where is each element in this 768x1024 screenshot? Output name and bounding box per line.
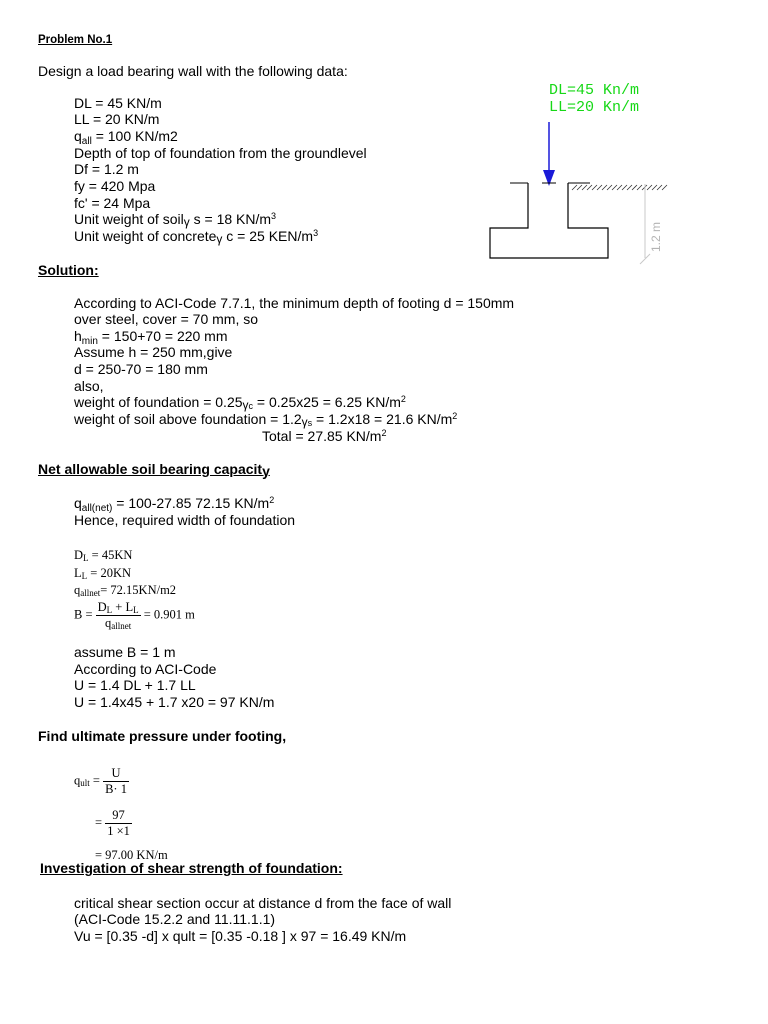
depth-label: 1.2 m [649,221,663,252]
figure-load-labels [549,82,639,116]
formula-ll: LL = 20KN [74,566,131,581]
solution-assume-h: Assume h = 250 mm,give [74,344,233,360]
solution-line-2: over steel, cover = 70 mm, so [74,311,259,327]
given-dl: DL = 45 KN/m [74,95,162,111]
given-df: Df = 1.2 m [74,161,139,177]
ultimate-fraction-1: $\frac{U}{B\cdot 1}$ [105,766,127,796]
given-qall: $q_{all} = 100$ KN/m2 [74,128,178,147]
given-depth-desc: Depth of top of foundation from the groundlevel [74,145,367,161]
solution-total: Total = 27.85 $KN/m^2$ [262,428,387,444]
net-qall: $q_{all(net)} = 100-27.85$ 72.15 $KN/m^2$ [74,495,275,514]
solution-weight-foundation: weight of foundation = 0.25γc = 0.25x25 = 6.25 $KN/m^2$ [74,394,406,412]
given-fc: fc' = 24 Mpa [74,195,151,211]
shear-line-1: critical shear section occur at distance d from the face of wall [74,895,452,911]
figure-ll-label: LL=20 Kn/m [549,99,640,116]
formula-b-numerator: DL + LL [97,600,139,615]
formula-dl: DL = 45KN [74,548,133,563]
ultimate-heading: Find ultimate pressure under footing, [38,728,287,744]
footing-sketch [480,120,680,270]
net-hence: Hence, required width of foundation [74,512,296,528]
ultimate-fraction-2: $\frac{97}{1 \times 1}$ [107,808,130,838]
code-u-formula: U = 1.4 DL + 1.7 LL [74,677,196,693]
solution-hmin: $h_{min} = 150+70 = 220$ mm [74,328,228,347]
intro-text: Design a load bearing wall with the following data: [38,63,348,79]
solution-heading: Solution: [38,262,99,278]
ultimate-qult-eq1: qult = $\frac{U}{B\cdot 1}$ [74,766,127,796]
code-u-value: U = 1.4x45 + 1.7 x20 = 97 KN/m [74,694,275,710]
ultimate-result: = 97.00 KN/m [95,848,168,862]
shear-line-2: (ACI-Code 15.2.2 and 11.11.1.1) [74,911,276,927]
net-heading: Net allowable soil bearing capacity [38,461,270,479]
shear-line-3: Vu = [0.35 -d] x qult = [0.35 -0.18 ] x 97 = 16.49 KN/m [74,928,407,944]
given-concrete-weight: Unit weight of concreteγ c = 25 KEN/$m^3$ [74,228,319,246]
ultimate-qult-eq2: = $\frac{97}{1 \times 1}$ [95,808,130,838]
solution-d: d = 250-70 = 180 mm [74,361,208,377]
solution-weight-soil: weight of soil above foundation = 1.2γs = 1.2x18 = 21.6 $KN/m^2$ [74,411,458,429]
formula-b-denominator: qallnet [105,616,132,631]
solution-line-1: According to ACI-Code 7.7.1, the minimum depth of footing d = 150mm [74,295,515,311]
footing-outline [490,183,608,258]
solution-also: also, [74,378,104,394]
formula-b-equation: B = $\frac{DL + LL}{\text{qallnet}}$ = 0.901 m [74,600,195,631]
figure-dl-label: DL=45 Kn/m [549,82,640,99]
code-assume-b: assume B = 1 m [74,644,176,660]
code-aci: According to ACI-Code [74,661,217,677]
problem-heading: Problem No.1 [38,34,113,46]
given-ll: LL = 20 KN/m [74,111,160,127]
formula-qallnet: qallnet= 72.15KN/m2 [74,583,177,598]
formula-b-fraction [96,600,141,631]
given-fy: fy = 420 Mpa [74,178,156,194]
load-arrow-head [543,170,555,186]
given-soil-weight: Unit weight of soilγ s = 18 $KN/m^3$ [74,211,277,229]
shear-heading: Investigation of shear strength of foundation: [40,860,343,876]
ground-hatch [572,185,667,190]
